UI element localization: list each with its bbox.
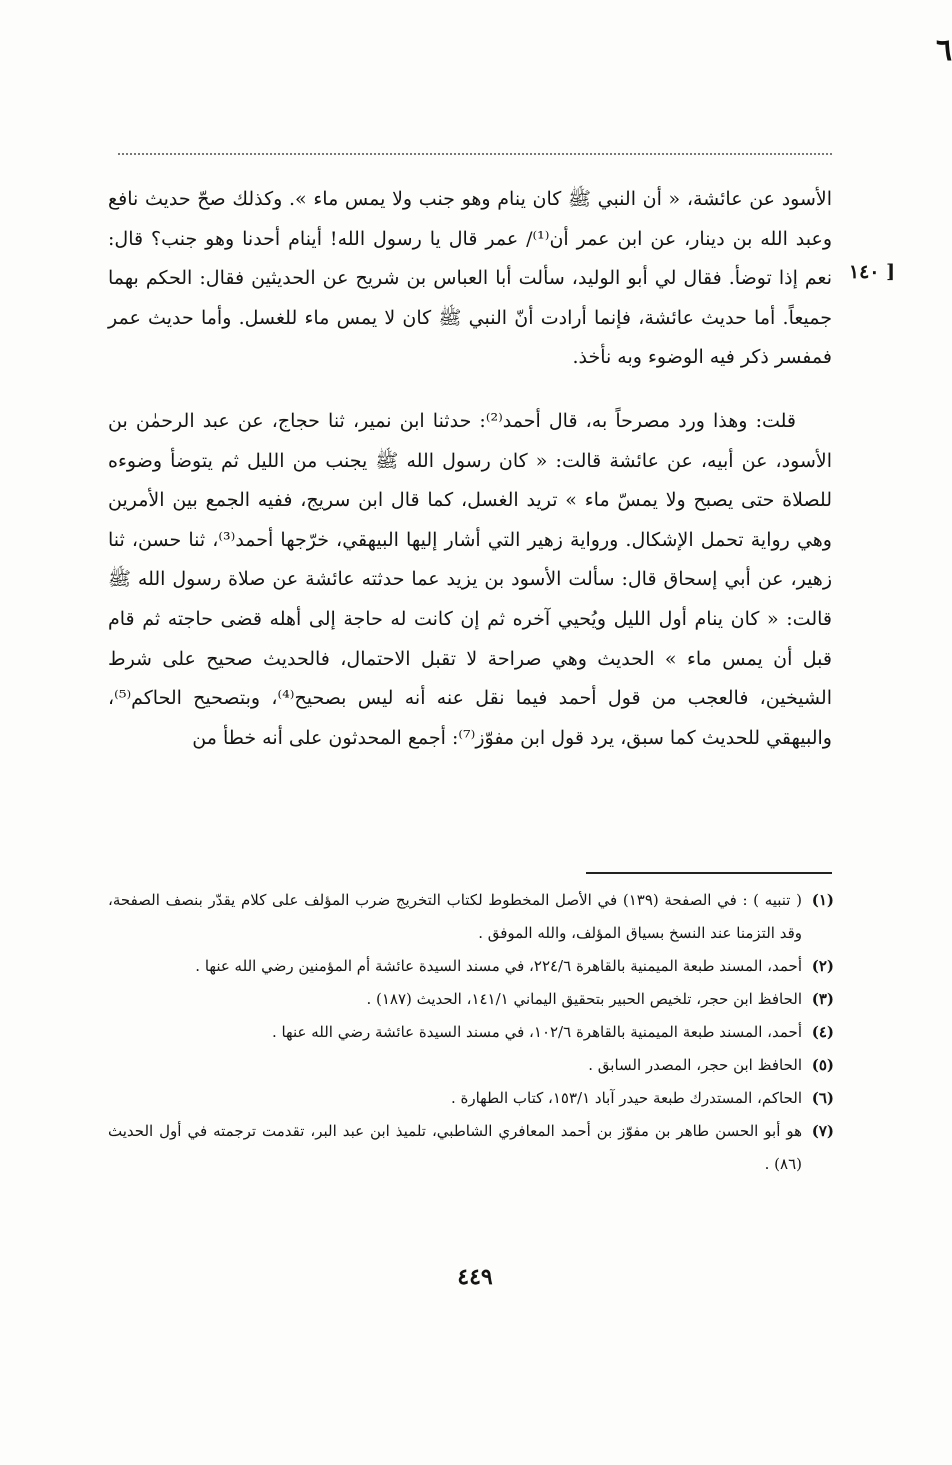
footnotes — [108, 884, 834, 1181]
footnote-3 — [108, 983, 834, 1016]
footnote-5 — [108, 1049, 834, 1082]
footnote-number: (٤) — [811, 1023, 834, 1041]
footnote-6 — [108, 1082, 834, 1115]
footnote-number: (١) — [811, 891, 834, 909]
paragraph-1: الأسود عن عائشة، « أن النبي ﷺ كان ينام وهو جنب ولا يمس ماء ». وكذلك صحّ حديث نافع وعبد الله بن دينار، عن ابن عمر أن⁽¹⁾/ عمر قال يا رسول الله! أينام أحدنا وهو جنب؟ قال: نعم إذا توضأ. فقال لي أبو الوليد، سألت أبا العباس بن شريح عن الحديثين فقال: الحكم بهما جميعاً. أما حديث عائشة، فإنما أرادت أنّ النبي ﷺ كان لا يمس ماء للغسل. وأما حديث عمر فمفسر ذكر فيه الوضوء وبه نأخذ. — [108, 188, 833, 369]
footnote-text: هو أبو الحسن طاهر بن مفوّز بن أحمد المعافري الشاطبي، تلميذ ابن عبد البر، تقدمت ترجمته في أول الحديث (٨٦) . — [108, 1122, 802, 1173]
footnote-separator — [586, 872, 832, 874]
dotted-separator — [118, 153, 832, 155]
footnote-number: (٥) — [811, 1056, 834, 1074]
footnote-number: (٢) — [811, 957, 834, 975]
footnote-text: الحافظ ابن حجر، تلخيص الحبير بتحقيق اليماني ١٤١/١، الحديث (١٨٧) . — [366, 990, 802, 1008]
footnote-7 — [108, 1115, 834, 1181]
footnote-1 — [108, 884, 834, 950]
main-text — [108, 180, 832, 758]
footnote-number: (٣) — [811, 990, 834, 1008]
footnote-text: أحمد، المسند طبعة الميمنية بالقاهرة ٢٢٤/٦، في مسند السيدة عائشة أم المؤمنين رضي الله عنها . — [195, 957, 802, 975]
footnote-number: (٦) — [811, 1089, 834, 1107]
footnote-text: الحافظ ابن حجر، المصدر السابق . — [588, 1056, 802, 1074]
footnote-text: ( تنبيه ) : في الصفحة (١٣٩) في الأصل المخطوط لكتاب التخريج ضرب المؤلف على كلام يقدّر بنصف الصفحة، وقد التزمنا عند النسخ بسياق المؤلف، والله الموفق . — [108, 891, 803, 942]
footnote-2 — [108, 950, 834, 983]
margin-note: [ ١٤٠ — [848, 261, 896, 283]
page-number: ٤٤٩ — [457, 1264, 493, 1290]
footnote-text: أحمد، المسند طبعة الميمنية بالقاهرة ١٠٢/٦، في مسند السيدة عائشة رضي الله عنها . — [271, 1023, 802, 1041]
paragraph-2: قلت: وهذا ورد مصرحاً به، قال أحمد⁽²⁾: حدثنا ابن نمير، ثنا حجاج، عن عبد الرحمٰن بن الأسود، عن أبيه، عن عائشة قالت: « كان رسول الله ﷺ يجنب من الليل ثم يتوضأ وضوءه للصلاة حتى يصبح ولا يمسّ ماء » تريد الغسل، كما قال ابن سريج، ففيه الجمع بين الأمرين وهي رواية تحمل الإشكال. ورواية زهير التي أشار إليها البيهقي، خرّجها أحمد⁽³⁾، ثنا حسن، ثنا زهير، عن أبي إسحاق قال: سألت الأسود بن يزيد عما حدثته عائشة عن صلاة رسول الله ﷺ قالت: « كان ينام أول الليل ويُحيي آخره ثم إن كانت له حاجة إلى أهله قضى حاجته ثم قام قبل أن يمس ماء » الحديث وهي صراحة لا تقبل الاحتمال، فالحديث صحيح على شرط الشيخين، فالعجب من قول أحمد فيما نقل عنه أنه ليس بصحيح⁽⁴⁾، وبتصحيح الحاكم⁽⁵⁾، والبيهقي للحديث كما سبق، يرد قول ابن مفوّز⁽⁷⁾: أجمع المحدثون على أنه خطأ من — [108, 409, 833, 749]
footnote-4 — [108, 1016, 834, 1049]
footnote-text: الحاكم، المستدرك طبعة حيدر آباد ١٥٣/١، كتاب الطهارة . — [450, 1089, 802, 1107]
corner-mark: ٦ — [936, 33, 952, 68]
footnote-number: (٧) — [811, 1122, 834, 1140]
